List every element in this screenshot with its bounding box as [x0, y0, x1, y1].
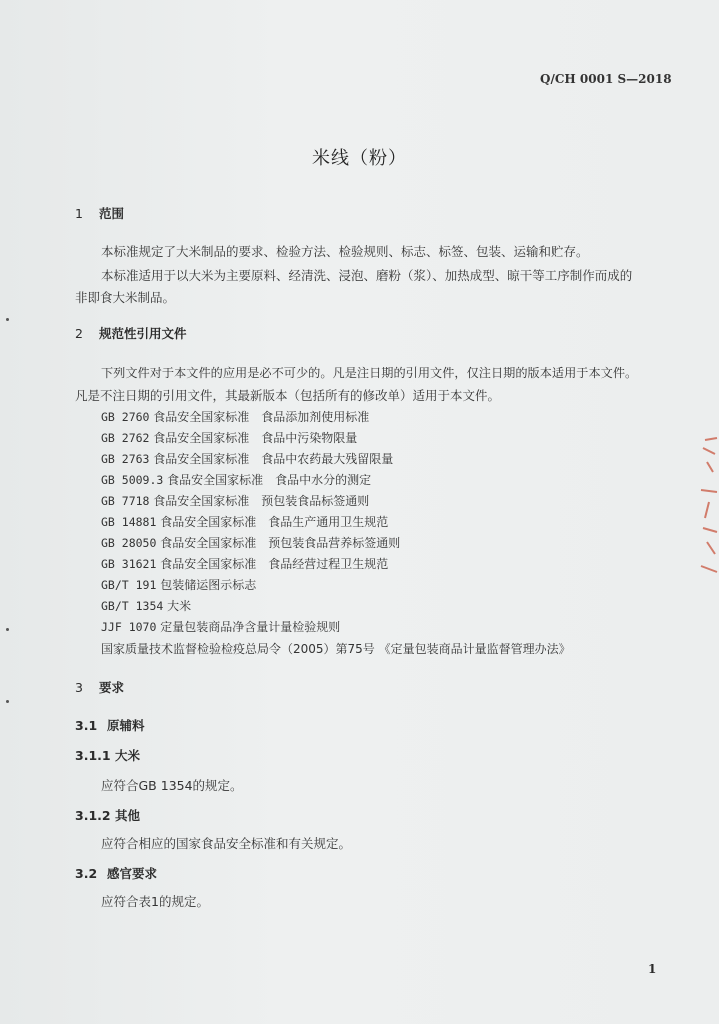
paragraph: 应符合相应的国家食品安全标准和有关规定。	[101, 836, 352, 851]
subsection-3-1-heading	[75, 716, 145, 734]
reference-title: 食品安全国家标准 食品添加剂使用标准	[153, 410, 370, 424]
section-3-heading	[75, 678, 124, 696]
section-number: 2	[75, 326, 83, 341]
reference-item	[101, 576, 256, 593]
reference-item	[101, 534, 400, 551]
reference-code: GB/T 191	[101, 578, 157, 592]
page-number: 1	[648, 962, 657, 976]
section-title: 其他	[115, 808, 141, 823]
paragraph: 应符合GB 1354的规定。	[101, 778, 243, 793]
section-number: 1	[75, 206, 83, 221]
section-number: 3	[75, 680, 83, 695]
section-title: 大米	[115, 748, 141, 763]
reference-item	[101, 597, 191, 614]
seal-fragment	[697, 432, 719, 582]
standard-code: Q/CH 0001 S—2018	[540, 72, 672, 86]
reference-item	[101, 471, 371, 488]
paragraph: 应符合表1的规定。	[101, 894, 209, 909]
document-title: 米线（粉）	[312, 148, 407, 169]
reference-item	[101, 492, 369, 509]
section-title: 规范性引用文件	[99, 326, 187, 341]
reference-item	[101, 450, 393, 467]
paragraph-continued: 凡是不注日期的引用文件，其最新版本（包括所有的修改单）适用于本文件。	[75, 388, 501, 403]
section-title: 感官要求	[107, 866, 158, 881]
reference-title: 食品安全国家标准 食品中污染物限量	[153, 431, 358, 445]
scan-dot	[6, 628, 9, 631]
reference-title: 食品安全国家标准 食品生产通用卫生规范	[160, 515, 389, 529]
section-number: 3.1.2	[75, 808, 111, 823]
paragraph: 本标准规定了大米制品的要求、检验方法、检验规则、标志、标签、包装、运输和贮存。	[101, 244, 589, 259]
reference-code: GB 31621	[101, 557, 157, 571]
reference-item	[101, 429, 357, 446]
reference-code: GB 2762	[101, 431, 150, 445]
reference-code: JJF 1070	[101, 620, 157, 634]
reference-title: 食品安全国家标准 食品中水分的测定	[167, 473, 372, 487]
reference-item	[101, 618, 340, 635]
reference-code: GB 2760	[101, 410, 150, 424]
reference-item	[101, 408, 369, 425]
section-title: 要求	[99, 680, 125, 695]
section-title: 原辅料	[107, 718, 145, 733]
section-1-heading	[75, 204, 124, 222]
reference-code: GB/T 1354	[101, 599, 164, 613]
reference-code: GB 28050	[101, 536, 157, 550]
reference-title: 包装储运图示标志	[160, 578, 257, 592]
reference-code: GB 7718	[101, 494, 150, 508]
section-2-heading	[75, 324, 187, 342]
paragraph: 本标准适用于以大米为主要原料、经清洗、浸泡、磨粉（浆）、加热成型、晾干等工序制作而成的	[101, 268, 633, 283]
subsection-3-1-2-heading	[75, 806, 140, 824]
section-number: 3.1.1	[75, 748, 111, 763]
reference-code: GB 14881	[101, 515, 157, 529]
reference-item	[101, 555, 388, 572]
reference-title: 定量包装商品净含量计量检验规则	[160, 620, 341, 634]
paragraph: 下列文件对于本文件的应用是必不可少的。凡是注日期的引用文件，仅注日期的版本适用于本文件。	[101, 366, 638, 380]
scan-dot	[6, 700, 9, 703]
reference-title: 食品安全国家标准 食品经营过程卫生规范	[160, 557, 389, 571]
reference-code: GB 2763	[101, 452, 150, 466]
reference-title: 食品安全国家标准 预包装食品标签通则	[153, 494, 370, 508]
scan-dot	[6, 318, 9, 321]
section-title: 范围	[99, 206, 125, 221]
section-number: 3.2	[75, 866, 98, 881]
reference-title: 食品安全国家标准 预包装食品营养标签通则	[160, 536, 401, 550]
reference-title: 大米	[167, 599, 192, 613]
subsection-3-1-1-heading	[75, 746, 140, 764]
subsection-3-2-heading	[75, 864, 157, 882]
reference-code: GB 5009.3	[101, 473, 164, 487]
reference-title: 食品安全国家标准 食品中农药最大残留限量	[153, 452, 394, 466]
reference-item	[101, 513, 388, 530]
reference-item-decree: 国家质量技术监督检验检疫总局令（2005）第75号 《定量包装商品计量监督管理办法》	[101, 642, 571, 656]
section-number: 3.1	[75, 718, 98, 733]
paragraph-continued: 非即食大米制品。	[75, 290, 176, 305]
